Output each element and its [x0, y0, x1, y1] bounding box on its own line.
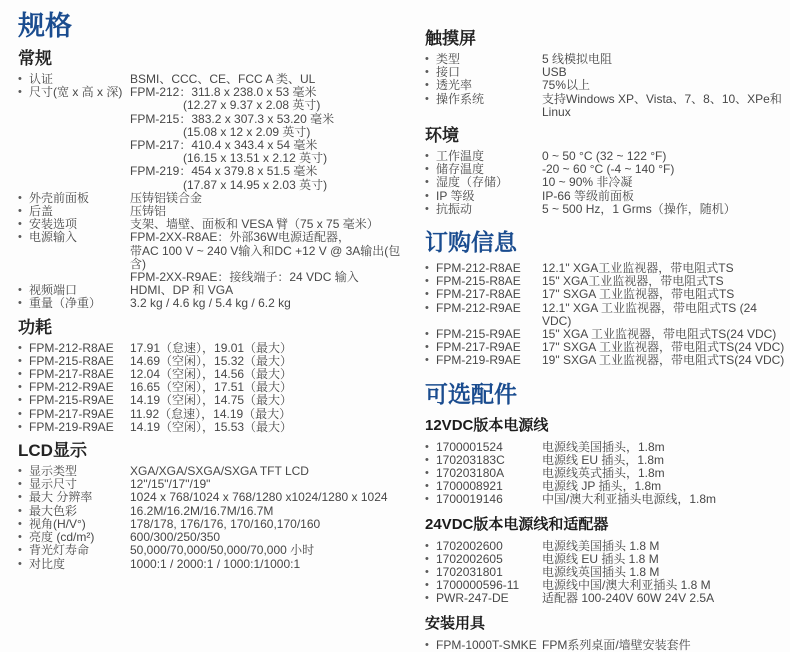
- section-heading: 常规: [18, 49, 52, 68]
- spec-value: [542, 354, 787, 367]
- spec-value-line: (15.08 x 12 x 2.09 英寸): [183, 124, 311, 139]
- bullet-marker: •: [425, 592, 429, 605]
- spec-label: 操作系统: [436, 91, 485, 106]
- spec-label: 1702002600: [436, 538, 503, 553]
- spec-value: [130, 491, 412, 504]
- bullet-marker: •: [425, 493, 429, 506]
- bullet-marker: •: [425, 354, 429, 367]
- bullet-marker: •: [18, 231, 22, 244]
- section-heading: LCD显示: [18, 441, 87, 461]
- spec-value: [130, 544, 412, 557]
- spec-row: [425, 441, 787, 454]
- spec-row: [18, 394, 412, 407]
- spec-row: [425, 66, 787, 79]
- spec-value-line: 电源线英国插头 1.8 M: [542, 565, 660, 580]
- spec-label: FPM-219-R9AE: [29, 419, 114, 434]
- spec-value-line: FPM-2XX-R8AE：外部36W电源适配器，: [130, 230, 351, 245]
- spec-value: [130, 421, 412, 434]
- spec-label: 1702031801: [436, 565, 503, 580]
- spec-label: 1702002605: [436, 551, 503, 566]
- spec-value: [130, 394, 412, 407]
- bullet-marker: •: [425, 480, 429, 493]
- spec-label: FPM-217-R9AE: [29, 406, 114, 421]
- spec-row: [18, 558, 412, 571]
- subsection-heading: 12VDC版本电源线: [425, 416, 549, 434]
- spec-value-line: FPM-215：383.2 x 307.3 x 53.20 毫米: [130, 111, 335, 126]
- spec-value-line: (12.27 x 9.37 x 2.08 英寸): [183, 98, 321, 113]
- bullet-marker: •: [18, 491, 22, 504]
- spec-row: [18, 421, 412, 434]
- subsection-heading: 安装用具: [425, 614, 486, 632]
- spec-label: FPM-215-R9AE: [29, 393, 114, 408]
- spec-value-line: 压铸铝: [130, 204, 167, 219]
- spec-label: FPM-217-R8AE: [29, 367, 114, 382]
- spec-value: [542, 176, 787, 189]
- spec-label: PWR-247-DE: [436, 591, 509, 606]
- bullet-marker: •: [18, 381, 22, 394]
- spec-label: 1700019146: [436, 492, 503, 507]
- spec-value: [130, 192, 412, 205]
- spec-value-line: (17.87 x 14.95 x 2.03 英寸): [183, 177, 328, 192]
- bullet-marker: •: [425, 539, 429, 552]
- spec-value-line: 12"/15"/17"/19": [130, 477, 211, 492]
- spec-value: [542, 441, 787, 454]
- spec-row: [425, 176, 787, 189]
- spec-value-line: 电源线英式插头，1.8m: [542, 466, 665, 481]
- bullet-marker: •: [425, 301, 429, 314]
- spec-value-line: 适配器 100-240V 60W 24V 2.5A: [542, 591, 715, 606]
- spec-row: [18, 192, 412, 205]
- spec-value-line: 5 ~ 500 Hz，1 Grms（操作，随机）: [542, 201, 736, 216]
- spec-value-line: 1024 x 768/1024 x 768/1280 x1024/1280 x 1024: [130, 490, 388, 505]
- spec-row: [425, 53, 787, 66]
- bullet-marker: •: [18, 544, 22, 557]
- spec-value-line: 支持Windows XP、Vista、7、8、10、XPe和Linux: [542, 91, 782, 119]
- spec-row: [18, 544, 412, 557]
- spec-label: 工作温度: [436, 149, 485, 164]
- spec-label: FPM-215-R8AE: [436, 274, 521, 289]
- spec-label: 最大色彩: [29, 503, 78, 518]
- spec-value: [542, 190, 787, 203]
- spec-value: [542, 592, 787, 605]
- bullet-marker: •: [425, 566, 429, 579]
- spec-label: 尺寸(宽 x 高 x 深): [29, 85, 123, 100]
- spec-value-line: 12.1" XGA工业监视器，带电阻式TS: [542, 261, 734, 276]
- spec-value-line: 0 ~ 50 °C (32 ~ 122 °F): [542, 149, 667, 164]
- spec-value-line: 75%以上: [542, 78, 591, 93]
- spec-value: [542, 540, 787, 553]
- bullet-marker: •: [18, 73, 22, 85]
- spec-row: [18, 342, 412, 355]
- spec-label: 1700000596-11: [436, 578, 520, 593]
- spec-value: [542, 639, 787, 652]
- spec-value: [542, 302, 787, 328]
- spec-row: [18, 86, 412, 192]
- spec-value: [130, 558, 412, 571]
- spec-row: [18, 231, 412, 284]
- spec-value: [542, 93, 787, 119]
- bullet-marker: •: [425, 341, 429, 354]
- bullet-marker: •: [18, 557, 22, 570]
- spec-value-line: 电源线 JP 插头，1.8m: [542, 479, 662, 494]
- spec-value-line: 17.91（怠速），19.01（最大）: [130, 340, 293, 355]
- spec-row: [425, 540, 787, 553]
- bullet-marker: •: [425, 440, 429, 453]
- spec-value-line: FPM-219：454 x 379.8 x 51.5 毫米: [130, 164, 318, 179]
- bullet-marker: •: [18, 478, 22, 491]
- spec-value-line: FPM系列桌面/墙壁安装套件: [542, 637, 691, 652]
- spec-row: [425, 302, 787, 328]
- bullet-marker: •: [425, 453, 429, 466]
- bullet-marker: •: [18, 297, 22, 310]
- bullet-marker: •: [425, 92, 429, 105]
- bullet-marker: •: [18, 86, 22, 99]
- spec-row: [425, 493, 787, 506]
- bullet-marker: •: [18, 420, 22, 433]
- spec-value: [542, 288, 787, 301]
- spec-label: FPM-219-R9AE: [436, 353, 521, 368]
- spec-label: 对比度: [29, 556, 66, 571]
- spec-label: 显示类型: [29, 464, 78, 479]
- spec-label: FPM-212-R9AE: [29, 380, 114, 395]
- spec-label: 认证: [29, 72, 54, 86]
- spec-value-line: 15" XGA工业监视器，带电阻式TS: [542, 274, 724, 289]
- spec-label: 抗振动: [436, 201, 473, 216]
- spec-value-line: 10 ~ 90% 非冷凝: [542, 175, 633, 190]
- bullet-marker: •: [18, 218, 22, 231]
- spec-label: IP 等级: [436, 188, 475, 203]
- spec-value: [130, 297, 412, 310]
- spec-value-line: 支架、墙壁、面板和 VESA 臂（75 x 75 毫米）: [130, 217, 379, 232]
- section-heading: 可选配件: [425, 380, 517, 407]
- spec-value-line: 19" SXGA 工业监视器，带电阻式TS(24 VDC): [542, 353, 785, 368]
- spec-value-line: 17" SXGA 工业监视器，带电阻式TS: [542, 287, 735, 302]
- spec-label: 外壳前面板: [29, 190, 90, 205]
- spec-value-line: 12.1" XGA 工业监视器，带电阻式TS (24 VDC): [542, 300, 757, 328]
- spec-value-line: BSMI、CCC、CE、FCC A 类、UL: [130, 72, 316, 86]
- bullet-marker: •: [425, 638, 429, 651]
- spec-label: FPM-217-R8AE: [436, 287, 521, 302]
- section-heading: 环境: [425, 126, 459, 146]
- spec-value-line: 3.2 kg / 4.6 kg / 5.4 kg / 6.2 kg: [130, 296, 291, 311]
- bullet-marker: •: [18, 205, 22, 218]
- subsection-heading: 24VDC版本电源线和适配器: [425, 515, 609, 533]
- spec-value-line: 11.92（怠速），14.19（最大）: [130, 406, 292, 421]
- spec-label: 1700001524: [436, 439, 503, 454]
- spec-value-line: 50,000/70,000/50,000/70,000 小时: [130, 543, 315, 558]
- bullet-marker: •: [18, 517, 22, 530]
- spec-value-line: 电源线 EU 插头，1.8m: [542, 452, 665, 467]
- spec-row: [18, 505, 412, 518]
- spec-label: 重量（净重）: [29, 296, 102, 311]
- spec-row: [425, 354, 787, 367]
- spec-label: 后盖: [29, 204, 54, 219]
- spec-label: 170203180A: [436, 466, 505, 481]
- spec-label: FPM-212-R8AE: [29, 340, 114, 355]
- spec-row: [425, 203, 787, 216]
- bullet-marker: •: [425, 163, 429, 176]
- bullet-marker: •: [425, 189, 429, 202]
- spec-value: [542, 493, 787, 506]
- spec-value-line: 带AC 100 V ~ 240 V输入和DC +12 V @ 3A输出(包含): [130, 243, 401, 271]
- spec-row: [425, 639, 787, 652]
- spec-value: [130, 408, 412, 421]
- bullet-marker: •: [18, 284, 22, 297]
- spec-row: [18, 408, 412, 421]
- spec-value: [130, 505, 412, 518]
- page-title: 规格: [18, 11, 72, 41]
- bullet-marker: •: [18, 407, 22, 420]
- spec-label: FPM-217-R9AE: [436, 340, 521, 355]
- spec-value-line: 14.69（空闲），15.32（最大）: [130, 353, 293, 368]
- bullet-marker: •: [425, 66, 429, 79]
- bullet-marker: •: [18, 368, 22, 381]
- spec-value-line: FPM-2XX-R9AE：接线端子：24 VDC 输入: [130, 270, 359, 285]
- spec-value-line: 电源线中国/澳大利亚插头 1.8 M: [542, 578, 711, 593]
- spec-value-line: 5 线模拟电阻: [542, 52, 613, 66]
- spec-value-line: 14.19（空闲），14.75（最大）: [130, 393, 293, 408]
- section-heading: 订购信息: [425, 229, 517, 256]
- spec-label: 透光率: [436, 78, 473, 93]
- spec-value: [130, 231, 412, 284]
- spec-value-line: 压铸铝镁合金: [130, 190, 203, 205]
- spec-value-line: 15" XGA 工业监视器，带电阻式TS(24 VDC): [542, 327, 777, 342]
- spec-value-line: 1000:1 / 2000:1 / 1000:1/1000:1: [130, 556, 301, 571]
- bullet-marker: •: [425, 328, 429, 341]
- spec-value: [130, 342, 412, 355]
- spec-value-line: USB: [542, 65, 567, 80]
- section-heading: 功耗: [18, 317, 52, 337]
- spec-label: FPM-1000T-SMKE: [436, 637, 537, 652]
- spec-label: 170203183C: [436, 452, 505, 467]
- spec-label: FPM-212-R9AE: [436, 300, 521, 315]
- section-heading: 触摸屏: [425, 29, 476, 48]
- spec-row: [18, 465, 412, 478]
- spec-value-line: 电源线美国插头，1.8m: [542, 439, 665, 454]
- bullet-marker: •: [425, 202, 429, 215]
- spec-value-line: 电源线美国插头 1.8 M: [542, 538, 660, 553]
- bullet-marker: •: [425, 275, 429, 288]
- spec-label: 安装选项: [29, 217, 78, 232]
- bullet-marker: •: [425, 79, 429, 92]
- spec-row: [425, 288, 787, 301]
- spec-row: [18, 297, 412, 310]
- spec-label: 显示尺寸: [29, 477, 78, 492]
- bullet-marker: •: [18, 354, 22, 367]
- spec-value: [542, 79, 787, 92]
- spec-row: [425, 592, 787, 605]
- spec-label: FPM-212-R8AE: [436, 261, 521, 276]
- spec-value-line: 16.2M/16.2M/16.7M/16.7M: [130, 503, 274, 518]
- spec-value-line: HDMI、DP 和 VGA: [130, 283, 234, 298]
- spec-value: [542, 203, 787, 216]
- spec-label: 亮度 (cd/m²): [29, 530, 95, 545]
- spec-label: FPM-215-R8AE: [29, 353, 114, 368]
- bullet-marker: •: [425, 552, 429, 565]
- bullet-marker: •: [425, 579, 429, 592]
- spec-value-line: FPM-217：410.4 x 343.4 x 54 毫米: [130, 138, 318, 153]
- spec-value-line: 12.04（空闲），14.56（最大）: [130, 367, 293, 382]
- bullet-marker: •: [425, 53, 429, 65]
- bullet-marker: •: [425, 150, 429, 163]
- spec-value-line: 中国/澳大利亚插头电源线，1.8m: [542, 492, 717, 507]
- bullet-marker: •: [18, 341, 22, 354]
- spec-label: 视频端口: [29, 283, 78, 298]
- spec-label: FPM-215-R9AE: [436, 327, 521, 342]
- spec-value: [130, 86, 412, 192]
- spec-row: [425, 93, 787, 119]
- bullet-marker: •: [18, 531, 22, 544]
- spec-value-line: 16.65（空闲），17.51（最大）: [130, 380, 293, 395]
- spec-value-line: (16.15 x 13.51 x 2.12 英寸): [183, 151, 328, 166]
- spec-value-line: 17" SXGA 工业监视器，带电阻式TS(24 VDC): [542, 340, 785, 355]
- spec-value-line: IP-66 等级前面板: [542, 188, 635, 203]
- spec-label: 储存温度: [436, 162, 485, 177]
- right-column: [425, 22, 787, 652]
- bullet-marker: •: [18, 465, 22, 478]
- spec-label: 接口: [436, 65, 461, 80]
- spec-value-line: XGA/XGA/SXGA/SXGA TFT LCD: [130, 464, 309, 479]
- spec-row: [425, 190, 787, 203]
- bullet-marker: •: [425, 467, 429, 480]
- left-column: [18, 6, 412, 571]
- bullet-marker: •: [425, 262, 429, 275]
- spec-row: [18, 491, 412, 504]
- spec-value-line: 600/300/250/350: [130, 530, 221, 545]
- spec-value-line: 电源线 EU 插头 1.8 M: [542, 551, 659, 566]
- bullet-marker: •: [18, 191, 22, 204]
- bullet-marker: •: [425, 288, 429, 301]
- bullet-marker: •: [18, 394, 22, 407]
- bullet-marker: •: [18, 504, 22, 517]
- spec-label: 湿度（存储）: [436, 175, 509, 190]
- bullet-marker: •: [425, 176, 429, 189]
- spec-label: 最大 分辨率: [29, 490, 93, 505]
- spec-value-line: -20 ~ 60 °C (-4 ~ 140 °F): [542, 162, 675, 177]
- spec-label: 类型: [436, 52, 461, 66]
- spec-value-line: FPM-212：311.8 x 238.0 x 53 毫米: [130, 85, 317, 100]
- spec-row: [425, 79, 787, 92]
- spec-label: 1700008921: [436, 479, 503, 494]
- spec-value-line: 14.19（空闲），15.53（最大）: [130, 419, 293, 434]
- spec-value-line: 178/178, 176/176, 170/160,170/160: [130, 516, 321, 531]
- spec-label: 电源输入: [29, 230, 78, 245]
- spec-label: 视角(H/V°): [29, 516, 86, 531]
- spec-label: 背光灯寿命: [29, 543, 90, 558]
- spec-value: [542, 53, 787, 66]
